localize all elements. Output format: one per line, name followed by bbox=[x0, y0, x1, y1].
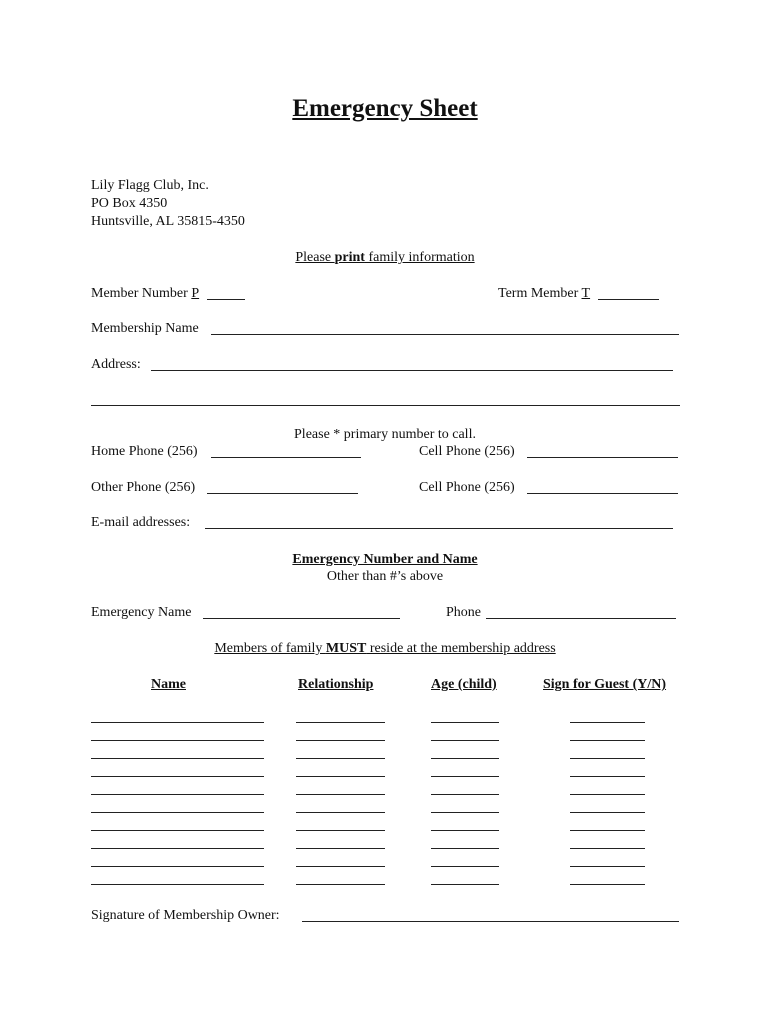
member-guest-field[interactable] bbox=[570, 830, 645, 831]
member-guest-field[interactable] bbox=[570, 866, 645, 867]
address-label: Address: bbox=[91, 357, 141, 372]
member-age-field[interactable] bbox=[431, 776, 499, 777]
emergency-subheading: Other than #’s above bbox=[326, 569, 444, 584]
member-relationship-field[interactable] bbox=[296, 812, 385, 813]
member-name-field[interactable] bbox=[91, 776, 264, 777]
column-header-relationship: Relationship bbox=[298, 677, 374, 692]
cell-phone-2-label: Cell Phone (256) bbox=[419, 480, 515, 495]
member-relationship-field[interactable] bbox=[296, 830, 385, 831]
term-member-field[interactable] bbox=[598, 299, 659, 300]
home-phone-label: Home Phone (256) bbox=[91, 444, 198, 459]
other-phone-field[interactable] bbox=[207, 493, 358, 494]
address-field-line2[interactable] bbox=[91, 405, 680, 406]
address-field-line1[interactable] bbox=[151, 370, 673, 371]
column-header-guest: Sign for Guest (Y/N) bbox=[543, 677, 667, 692]
signature-label: Signature of Membership Owner: bbox=[91, 908, 280, 923]
club-name: Lily Flagg Club, Inc. bbox=[91, 178, 209, 193]
term-member-prefix: T bbox=[581, 286, 591, 301]
member-guest-field[interactable] bbox=[570, 758, 645, 759]
print-instruction: Please print family information bbox=[295, 250, 475, 265]
member-relationship-field[interactable] bbox=[296, 740, 385, 741]
member-relationship-field[interactable] bbox=[296, 884, 385, 885]
member-age-field[interactable] bbox=[431, 884, 499, 885]
home-phone-field[interactable] bbox=[211, 457, 361, 458]
member-guest-field[interactable] bbox=[570, 812, 645, 813]
email-label: E-mail addresses: bbox=[91, 515, 191, 530]
member-age-field[interactable] bbox=[431, 758, 499, 759]
cell-phone-label: Cell Phone (256) bbox=[419, 444, 515, 459]
member-age-field[interactable] bbox=[431, 830, 499, 831]
member-guest-field[interactable] bbox=[570, 722, 645, 723]
member-age-field[interactable] bbox=[431, 848, 499, 849]
member-age-field[interactable] bbox=[431, 812, 499, 813]
member-age-field[interactable] bbox=[431, 722, 499, 723]
member-relationship-field[interactable] bbox=[296, 866, 385, 867]
member-name-field[interactable] bbox=[91, 794, 264, 795]
member-name-field[interactable] bbox=[91, 758, 264, 759]
column-header-name: Name bbox=[151, 677, 186, 692]
email-field[interactable] bbox=[205, 528, 673, 529]
member-guest-field[interactable] bbox=[570, 794, 645, 795]
member-guest-field[interactable] bbox=[570, 884, 645, 885]
membership-name-label: Membership Name bbox=[91, 321, 199, 336]
member-number-prefix: P bbox=[191, 286, 200, 301]
other-phone-label: Other Phone (256) bbox=[91, 480, 196, 495]
emergency-phone-field[interactable] bbox=[486, 618, 676, 619]
emergency-name-label: Emergency Name bbox=[91, 605, 192, 620]
member-guest-field[interactable] bbox=[570, 848, 645, 849]
member-number-field[interactable] bbox=[207, 299, 245, 300]
emergency-heading: Emergency Number and Name bbox=[292, 552, 478, 567]
member-relationship-field[interactable] bbox=[296, 722, 385, 723]
primary-number-note: Please * primary number to call. bbox=[294, 427, 476, 442]
member-number-label: Member Number P bbox=[91, 286, 200, 301]
member-age-field[interactable] bbox=[431, 740, 499, 741]
emergency-name-field[interactable] bbox=[203, 618, 400, 619]
member-relationship-field[interactable] bbox=[296, 848, 385, 849]
member-age-field[interactable] bbox=[431, 794, 499, 795]
member-name-field[interactable] bbox=[91, 866, 264, 867]
cell-phone-2-field[interactable] bbox=[527, 493, 678, 494]
signature-field[interactable] bbox=[302, 921, 679, 922]
member-name-field[interactable] bbox=[91, 848, 264, 849]
page-title: Emergency Sheet bbox=[292, 95, 478, 122]
club-po-box: PO Box 4350 bbox=[91, 196, 168, 211]
cell-phone-field[interactable] bbox=[527, 457, 678, 458]
club-city: Huntsville, AL 35815-4350 bbox=[91, 214, 245, 229]
member-relationship-field[interactable] bbox=[296, 758, 385, 759]
member-guest-field[interactable] bbox=[570, 776, 645, 777]
column-header-age: Age (child) bbox=[431, 677, 497, 692]
members-note: Members of family MUST reside at the membership address bbox=[214, 641, 556, 656]
membership-name-field[interactable] bbox=[211, 334, 679, 335]
emergency-phone-label: Phone bbox=[446, 605, 481, 620]
member-name-field[interactable] bbox=[91, 722, 264, 723]
term-member-label: Term Member T bbox=[498, 286, 591, 301]
member-relationship-field[interactable] bbox=[296, 776, 385, 777]
member-guest-field[interactable] bbox=[570, 740, 645, 741]
member-name-field[interactable] bbox=[91, 812, 264, 813]
member-relationship-field[interactable] bbox=[296, 794, 385, 795]
member-name-field[interactable] bbox=[91, 740, 264, 741]
member-name-field[interactable] bbox=[91, 884, 264, 885]
member-name-field[interactable] bbox=[91, 830, 264, 831]
member-age-field[interactable] bbox=[431, 866, 499, 867]
